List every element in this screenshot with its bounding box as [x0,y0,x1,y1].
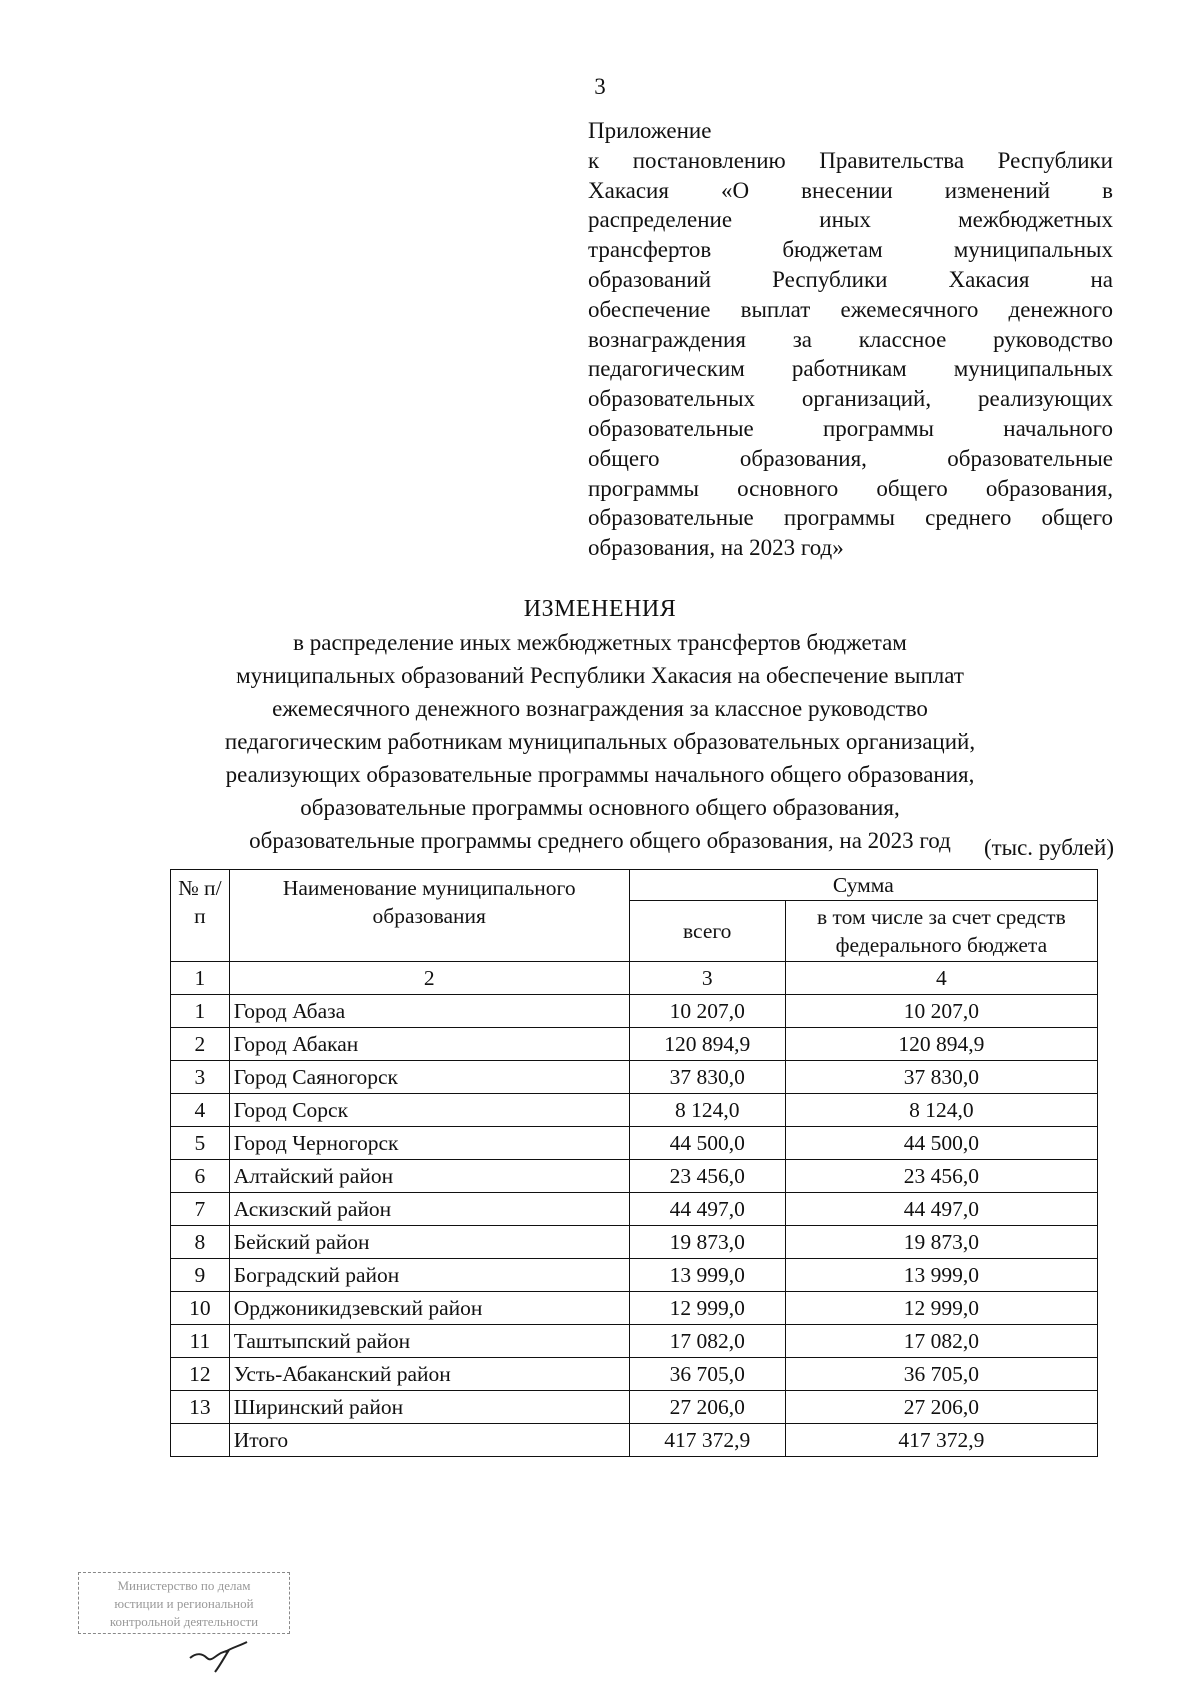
row-num: 2 [171,1028,230,1061]
stamp-line: Министерство по делам [117,1578,251,1593]
row-name: Усть-Абаканский район [229,1358,629,1391]
row-total: 120 894,9 [629,1028,785,1061]
row-name: Город Абаза [229,995,629,1028]
col-number: 3 [629,962,785,995]
row-num: 4 [171,1094,230,1127]
title-line: образовательные программы основного общего образования, [300,795,900,820]
table-row [171,1028,1098,1061]
row-federal: 12 999,0 [785,1292,1097,1325]
row-name: Боградский район [229,1259,629,1292]
row-name: Итого [229,1424,629,1457]
row-num: 5 [171,1127,230,1160]
appendix-line: образований Республики Хакасия на [588,266,1113,292]
row-federal: 37 830,0 [785,1061,1097,1094]
row-total: 44 500,0 [629,1127,785,1160]
row-total: 12 999,0 [629,1292,785,1325]
row-num: 1 [171,995,230,1028]
row-num: 3 [171,1061,230,1094]
row-total: 44 497,0 [629,1193,785,1226]
col-number: 1 [171,962,230,995]
appendix-line: трансфертов бюджетам муниципальных [588,237,1113,263]
row-total: 27 206,0 [629,1391,785,1424]
row-total: 417 372,9 [629,1424,785,1457]
appendix-line: Приложение [588,118,712,143]
table-row [171,1127,1098,1160]
appendix-line: Хакасия «О внесении изменений в [588,177,1113,203]
col-number: 2 [229,962,629,995]
header-federal: в том числе за счет средств федерального бюджета [785,901,1097,962]
row-federal: 120 894,9 [785,1028,1097,1061]
row-name: Город Абакан [229,1028,629,1061]
table-row [171,1325,1098,1358]
row-federal: 8 124,0 [785,1094,1097,1127]
table-row [171,1259,1098,1292]
row-total: 23 456,0 [629,1160,785,1193]
table-row [171,1391,1098,1424]
row-federal: 23 456,0 [785,1160,1097,1193]
header-num: № п/п [171,870,230,962]
title-line: в распределение иных межбюджетных трансфертов бюджетам [293,630,907,655]
row-name: Аскизский район [229,1193,629,1226]
row-federal: 19 873,0 [785,1226,1097,1259]
appendix-line: образовательные программы среднего общего [588,505,1113,531]
appendix-line: образовательных организаций, реализующих [588,386,1113,412]
row-name: Орджоникидзевский район [229,1292,629,1325]
header-total: всего [629,901,785,962]
row-federal: 17 082,0 [785,1325,1097,1358]
appendix-line: обеспечение выплат ежемесячного денежного [588,296,1113,322]
appendix-block [588,116,1113,563]
appendix-line: программы основного общего образования, [588,475,1113,501]
row-name: Бейский район [229,1226,629,1259]
transfers-table [170,869,1098,1457]
table-row [171,1358,1098,1391]
title-line: ежемесячного денежного вознаграждения за классное руководство [272,696,928,721]
row-name: Город Саяногорск [229,1061,629,1094]
row-federal: 44 497,0 [785,1193,1097,1226]
table-row [171,1193,1098,1226]
signature-icon [185,1636,255,1676]
stamp-line: юстиции и региональной [114,1596,254,1611]
appendix-line: педагогическим работникам муниципальных [588,356,1113,382]
stamp [78,1572,290,1634]
row-total: 13 999,0 [629,1259,785,1292]
column-numbers-row [171,962,1098,995]
row-federal: 417 372,9 [785,1424,1097,1457]
row-total: 37 830,0 [629,1061,785,1094]
title-line: муниципальных образований Республики Хакасия на обеспечение выплат [236,663,964,688]
row-num: 12 [171,1358,230,1391]
appendix-line: образования, на 2023 год» [588,535,844,561]
row-total: 8 124,0 [629,1094,785,1127]
appendix-line: распределение иных межбюджетных [588,207,1113,233]
row-name: Город Сорск [229,1094,629,1127]
col-number: 4 [785,962,1097,995]
row-federal: 36 705,0 [785,1358,1097,1391]
row-num: 8 [171,1226,230,1259]
appendix-line: общего образования, образовательные [588,445,1113,471]
page-number: 3 [594,74,606,99]
table-row [171,1094,1098,1127]
title-line: педагогическим работникам муниципальных образовательных организаций, [224,729,976,754]
units-label: (тыс. рублей) [983,835,1114,860]
row-total: 17 082,0 [629,1325,785,1358]
title-line: образовательные программы среднего общего образования, на 2023 год [249,828,951,853]
header-sum: Сумма [629,870,1097,901]
row-federal: 10 207,0 [785,995,1097,1028]
row-name: Алтайский район [229,1160,629,1193]
row-num: 6 [171,1160,230,1193]
header-name: Наименование муниципального образования [229,870,629,962]
table-row [171,1160,1098,1193]
title-heading: ИЗМЕНЕНИЯ [523,596,677,622]
row-federal: 44 500,0 [785,1127,1097,1160]
stamp-line: контрольной деятельности [109,1614,259,1629]
row-num [171,1424,230,1457]
table-row [171,1061,1098,1094]
row-num: 13 [171,1391,230,1424]
row-name: Город Черногорск [229,1127,629,1160]
table-row [171,1292,1098,1325]
row-federal: 13 999,0 [785,1259,1097,1292]
row-total: 10 207,0 [629,995,785,1028]
title-line: реализующих образовательные программы начального общего образования, [225,762,975,787]
row-num: 10 [171,1292,230,1325]
row-total: 36 705,0 [629,1358,785,1391]
row-num: 9 [171,1259,230,1292]
table-row [171,1226,1098,1259]
row-name: Таштыпский район [229,1325,629,1358]
row-federal: 27 206,0 [785,1391,1097,1424]
row-total: 19 873,0 [629,1226,785,1259]
appendix-line: к постановлению Правительства Республики [588,147,1113,173]
document-title [0,593,1200,857]
table-row [171,995,1098,1028]
row-name: Ширинский район [229,1391,629,1424]
row-num: 11 [171,1325,230,1358]
appendix-line: образовательные программы начального [588,415,1113,441]
row-num: 7 [171,1193,230,1226]
total-row [171,1424,1098,1457]
appendix-line: вознаграждения за классное руководство [588,326,1113,352]
